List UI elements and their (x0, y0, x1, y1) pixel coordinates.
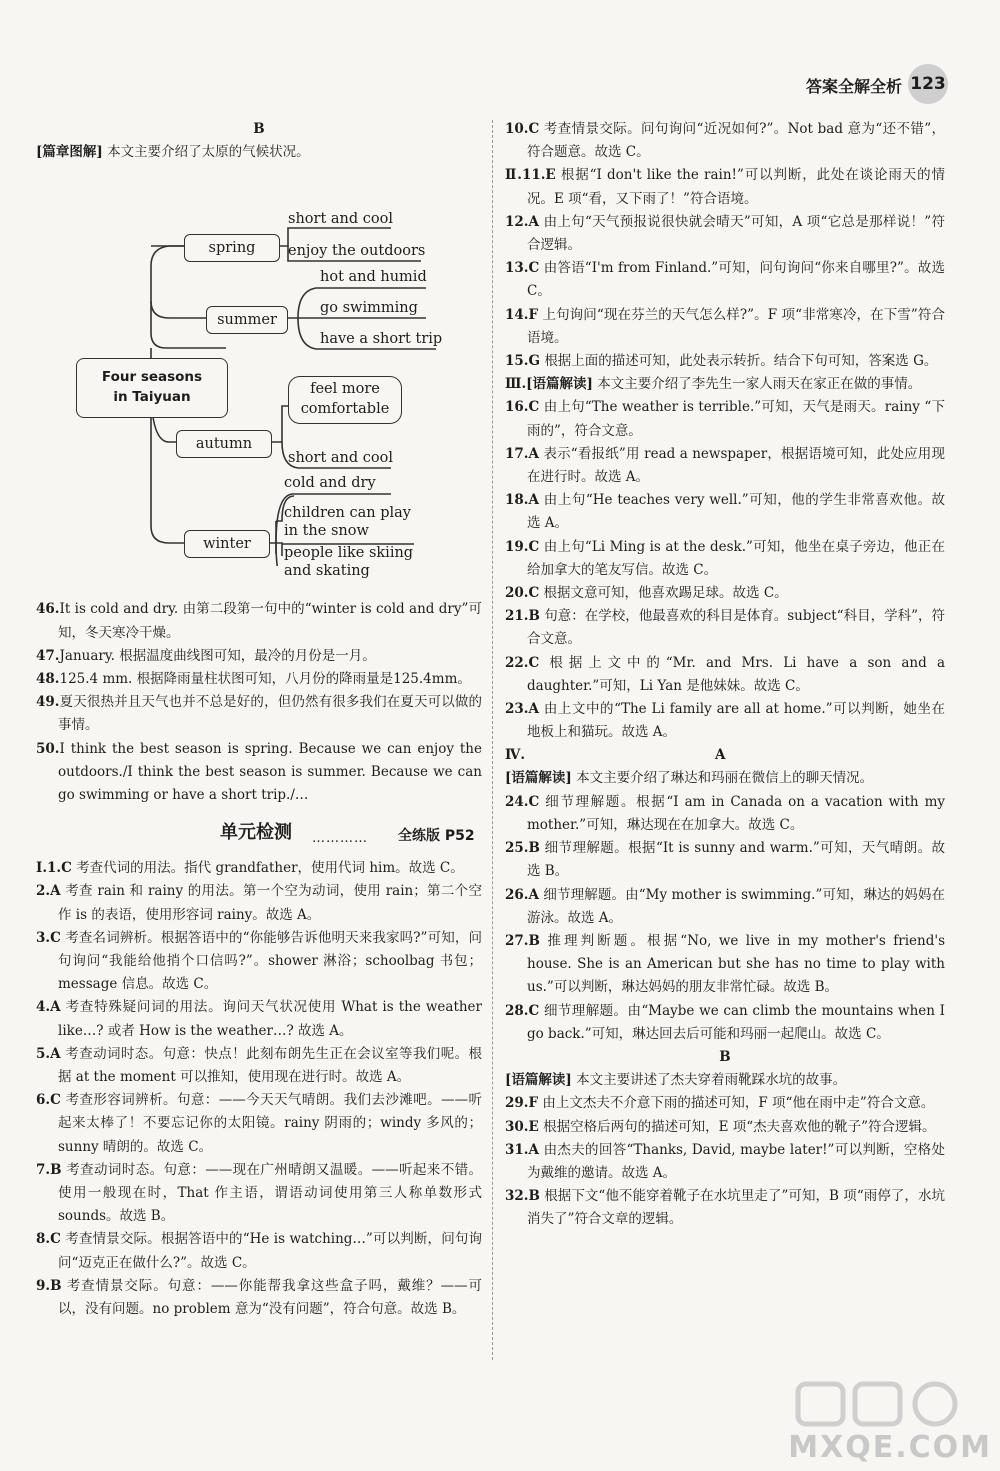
answer-1: Ⅰ.1.C 考查代词的用法。指代 grandfather，使用代词 him。故选 C。 (36, 860, 464, 877)
answer-29: 29.F 由上文杰夫不介意下雨的描述可知，F 项“他在雨中走”符合文意。 (505, 1095, 935, 1112)
answer-2: 2.A 考查 rain 和 rainy 的用法。第一个空为动词，使用 rain；第二个空作 is 的表语，使用形容词 rainy。故选 A。 (36, 883, 482, 923)
answer-8: 8.C 考查情景交际。根据答语中的“He is watching…”可以判断，问句询问“迈克正在做什么?”。故选 C。 (36, 1231, 482, 1271)
spring-item-1: short and cool (288, 211, 393, 228)
answer-14: 14.F 上句询问“现在芬兰的天气怎么样?”。F 项“非常寒冷，在下雪”符合语境。 (505, 306, 945, 346)
answer-27: 27.B 推理判断题。根据“No, we live in my mother's friend's house. She is an American but she has no time to play with us.”可以判断，琳达妈妈的朋友非常忙碌。故选 B。 (505, 932, 945, 996)
right-column (505, 118, 945, 1232)
winter-item-1: cold and dry (284, 475, 376, 492)
center-line-2: in Taiyuan (113, 389, 191, 406)
spring-item-2: enjoy the outdoors (288, 243, 426, 260)
answer-4: 4.A 考查特殊疑问词的用法。询问天气状况使用 What is the weather like…? 或者 How is the weather…? 故选 A。 (36, 999, 483, 1039)
node-spring: spring (184, 234, 280, 262)
node-center (76, 358, 228, 418)
left-column (36, 118, 482, 1321)
intro-text: 本文主要介绍了太原的气候状况。 (107, 144, 310, 161)
answer-25: 25.B 细节理解题。根据“It is sunny and warm.”可知，天气晴朗。故选 B。 (505, 840, 945, 880)
node-autumn: autumn (176, 430, 272, 458)
answer-9: 9.B 考查情景交际。句意：——你能帮我拿这些盒子吗，戴维？——可以，没有问题。no problem 意为“没有问题”，符合句意。故选 B。 (36, 1277, 483, 1318)
page-number: 123 (908, 64, 948, 104)
header-title: 答案全解全析 (805, 77, 902, 96)
summer-item-2: go swimming (320, 300, 418, 317)
answer-24: 24.C 细节理解题。根据“I am in Canada on a vacation with my mother.”可知，琳达现在在加拿大。故选 C。 (505, 793, 945, 833)
winter-item-2: children can play (284, 505, 411, 522)
intro-paragraph (36, 141, 482, 164)
answer-28: 28.C 细节理解题。由“Maybe we can climb the mountains when I go back.”可知，琳达回去后可能和玛丽一起爬山。故选 C。 (505, 1002, 945, 1042)
answer-19: 19.C 由上句“Li Ming is at the desk.”可知，他坐在桌子旁边，他正在给加拿大的笔友写信。故选 C。 (505, 538, 945, 578)
section-4-intro: [语篇解读] 本文主要介绍了琳达和玛丽在微信上的聊天情况。 (505, 770, 874, 787)
answer-22: 22.C 根据上文中的“Mr. and Mrs. Li have a son and a daughter.”可知，Li Yan 是他妹妹。故选 C。 (505, 654, 945, 694)
mind-map (36, 166, 482, 566)
answer-23: 23.A 由上文中的“The Li family are all at home.”可以判断，她坐在地板上和猫玩。故选 A。 (505, 701, 945, 741)
node-summer: summer (206, 306, 288, 334)
winter-item-5: and skating (284, 563, 370, 580)
section-b-intro: [语篇解读] 本文主要讲述了杰夫穿着雨靴踩水坑的故事。 (505, 1072, 847, 1089)
unit-test-heading (36, 821, 482, 851)
autumn-item-3: short and cool (288, 450, 393, 467)
section-3-intro: Ⅲ.[语篇解读] 本文主要介绍了李先生一家人雨天在家正在做的事情。 (505, 376, 922, 393)
answer-30: 30.E 根据空格后两句的描述可知，E 项“杰夫喜欢他的靴子”符合逻辑。 (505, 1118, 936, 1135)
answer-46: 46.It is cold and dry. 由第二段第一句中的“winter is cold and dry”可知，冬天寒冷干燥。 (36, 601, 482, 641)
answer-32: 32.B 根据下文“他不能穿着靴子在水坑里走了”可知，B 项“雨停了，水坑消失了”符合文章的逻辑。 (505, 1188, 945, 1228)
answer-26: 26.A 细节理解题。由“My mother is swimming.”可知，琳达的妈妈在游泳。故选 A。 (505, 886, 945, 926)
winter-item-3: in the snow (284, 523, 369, 540)
unit-title: 单元检测 (220, 822, 292, 844)
watermark-logo-icon (790, 1376, 970, 1431)
section-4-a: A (715, 747, 726, 764)
intro-tag: [篇章图解] (36, 144, 103, 161)
answer-20: 20.C 根据文意可知，他喜欢踢足球。故选 C。 (505, 585, 788, 602)
node-autumn-feel (288, 376, 402, 424)
unit-ref: 全练版 P52 (398, 828, 475, 845)
answer-49: 49.夏天很热并且天气也并不总是好的，但仍然有很多我们在夏天可以做的事情。 (36, 694, 482, 734)
answer-48: 48.125.4 mm. 根据降雨量柱状图可知，八月份的降雨量是125.4mm。 (36, 671, 471, 688)
summer-item-3: have a short trip (320, 331, 443, 348)
answer-7: 7.B 考查动词时态。句意：——现在广州晴朗又温暖。——听起来不错。使用一般现在时，That 作主语，谓语动词使用第三人称单数形式 sounds。故选 B。 (36, 1161, 483, 1225)
autumn-item-2: comfortable (300, 401, 390, 418)
summer-item-1: hot and humid (320, 269, 427, 286)
answer-21: 21.B 句意：在学校，他最喜欢的科目是体育。subject“科目，学科”，符合文意。 (505, 608, 945, 648)
center-line-1: Four seasons (101, 369, 203, 386)
answer-31: 31.A 由杰夫的回答“Thanks, David, maybe later!”可以判断，空格处为戴维的邀请。故选 A。 (505, 1141, 945, 1181)
node-winter: winter (184, 530, 270, 558)
column-divider (492, 120, 493, 1360)
section-heading-b: B (253, 121, 265, 137)
answer-17: 17.A 表示“看报纸”用 read a newspaper，根据语境可知，此处应用现在进行时。故选 A。 (505, 445, 945, 486)
answer-6: 6.C 考查形容词辨析。句意：——今天天气晴朗。我们去沙滩吧。——听起来太棒了！不要忘记你的太阳镜。rainy 阴雨的；windy 多风的；sunny 晴朗的。故选 C。 (36, 1092, 482, 1155)
answer-11: Ⅱ.11.E 根据“I don't like the rain!”可以判断，此处在谈论雨天的情况。E 项“看，又下雨了！”符合语境。 (505, 167, 946, 207)
winter-item-4: people like skiing (284, 545, 414, 562)
section-4-heading (505, 744, 945, 767)
answer-13: 13.C 由答语“I'm from Finland.”可知，问句询问“你来自哪里?”。故选 C。 (505, 260, 945, 300)
answer-16: 16.C 由上句“The weather is terrible.”可知，天气是雨天。rainy “下雨的”，符合文意。 (505, 399, 946, 439)
answer-3: 3.C 考查名词辨析。根据答语中的“你能够告诉他明天来我家吗?”可知，问句询问“我能给他捎个口信吗?”。shower 淋浴；schoolbag 书包；message 信息。故选 C。 (36, 929, 482, 993)
watermark-text: MXQE.COM (788, 1430, 992, 1465)
answer-10: 10.C 考查情景交际。问句询问“近况如何?”。Not bad 意为“还不错”，符合题意。故选 C。 (505, 121, 946, 161)
answer-5: 5.A 考查动词时态。句意：快点！此刻布朗先生正在会议室等我们呢。根据 at the moment 可以推知，使用现在进行时。故选 A。 (36, 1045, 483, 1086)
winter-item-4-wrap (284, 544, 413, 580)
section-b-heading: B (719, 1048, 731, 1065)
answer-12: 12.A 由上句“天气预报说很快就会晴天”可知，A 项“它总是那样说！”符合逻辑。 (505, 213, 945, 254)
answer-50: 50.I think the best season is spring. Because we can enjoy the outdoors./I think the best season is summer. Because we can go swimming or have a short trip./… (36, 740, 482, 804)
answer-15: 15.G 根据上面的描述可知，此处表示转折。结合下句可知，答案选 G。 (505, 353, 938, 370)
unit-dots: ………… (312, 831, 368, 847)
answer-18: 18.A 由上句“He teaches very well.”可知，他的学生非常喜欢他。故选 A。 (505, 492, 945, 532)
autumn-item-1: feel more (310, 381, 380, 398)
answer-47: 47.January. 根据温度曲线图可知，最冷的月份是一月。 (36, 647, 376, 664)
section-4-roman: Ⅳ. (505, 747, 526, 764)
